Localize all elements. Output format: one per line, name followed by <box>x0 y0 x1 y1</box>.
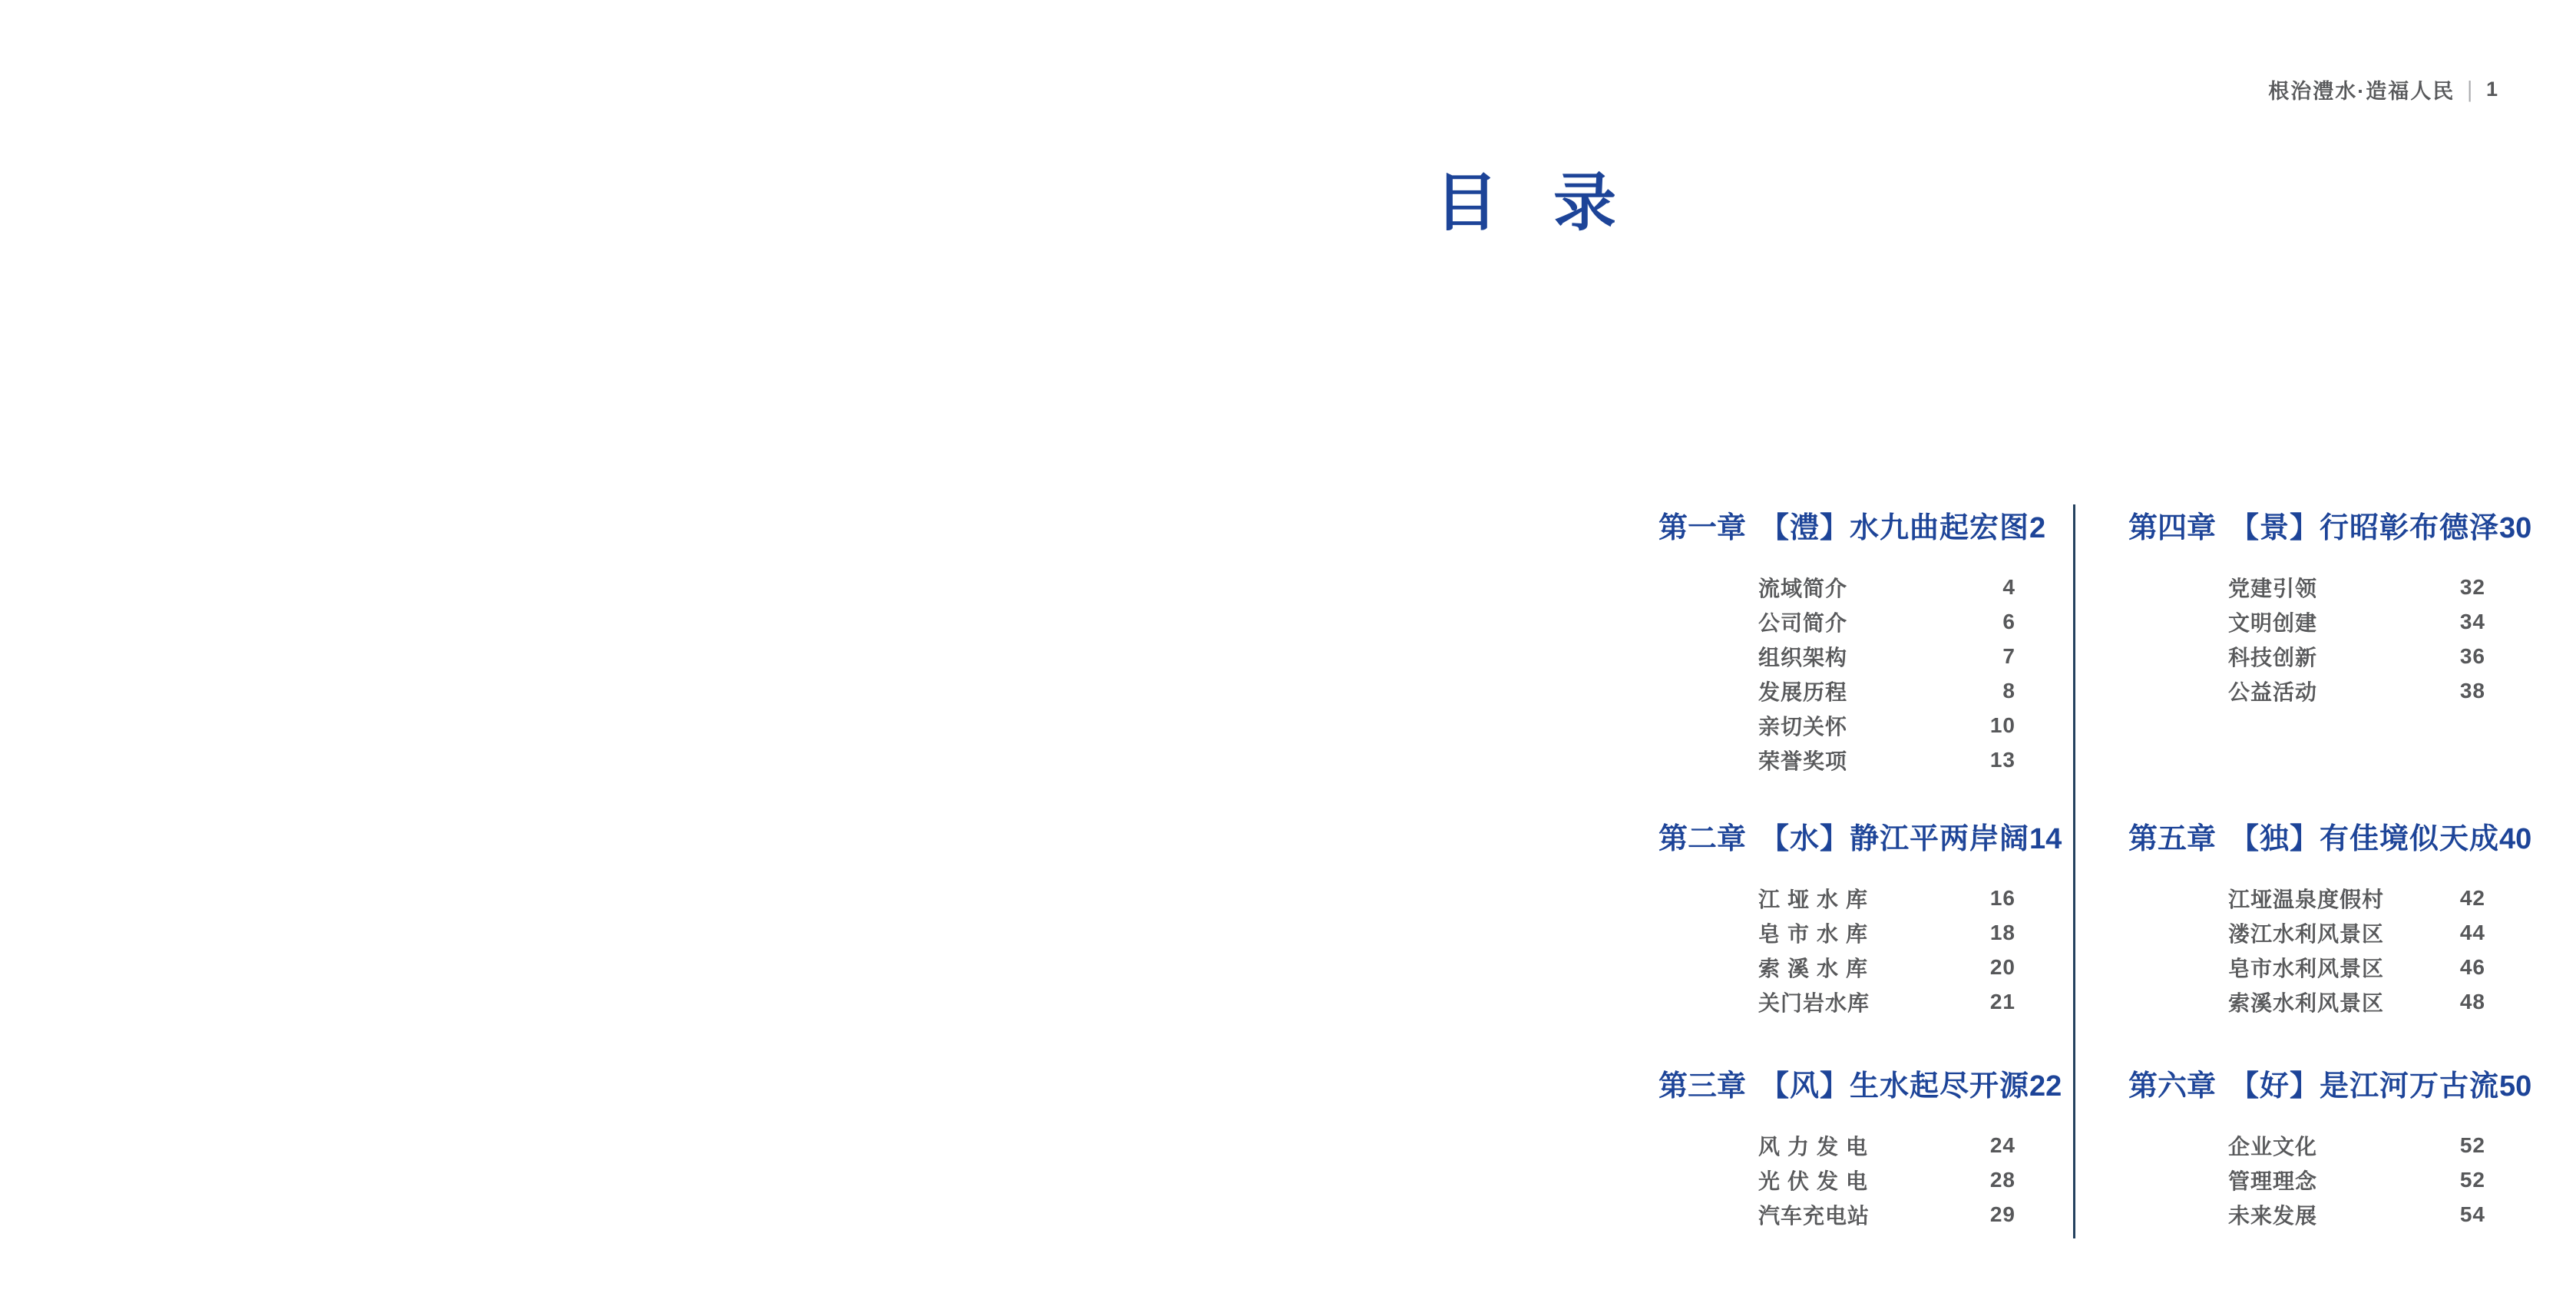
toc-item-label: 溇江水利风景区 <box>2228 921 2385 946</box>
toc-item-page-number: 44 <box>2459 920 2485 944</box>
chapter-heading <box>2128 1070 2532 1103</box>
column-divider-line <box>2073 504 2075 1238</box>
chapter-page-number: 14 <box>2029 823 2062 855</box>
toc-item <box>1758 742 2015 777</box>
toc-item-label: 江垭水库 <box>1758 887 1867 911</box>
chapter-block <box>1658 822 2062 1019</box>
toc-item-label: 公益活动 <box>2228 679 2318 704</box>
chapter-label: 第六章 <box>2128 1070 2217 1103</box>
chapter-page-number: 2 <box>2029 512 2046 544</box>
toc-item <box>1758 604 2015 639</box>
toc-item-page-number: 38 <box>2459 678 2485 703</box>
running-header <box>2268 74 2499 104</box>
toc-item-label: 组织架构 <box>1758 645 1848 670</box>
chapter-item-list <box>1758 881 2015 1019</box>
chapter-page-number: 50 <box>2499 1070 2532 1103</box>
toc-item <box>2228 984 2485 1019</box>
chapter-heading <box>1658 822 2062 856</box>
toc-column-left <box>1658 503 2062 1271</box>
toc-item-page-number: 20 <box>1989 954 2015 979</box>
toc-item-page-number: 7 <box>2002 643 2015 668</box>
toc-item <box>2228 673 2485 708</box>
toc-item-label: 索溪水库 <box>1758 956 1867 980</box>
toc-item-page-number: 32 <box>2459 574 2485 599</box>
chapter-block <box>2128 511 2532 708</box>
toc-item-label: 索溪水利风景区 <box>2228 990 2385 1015</box>
toc-item-label: 亲切关怀 <box>1758 714 1848 739</box>
toc-item-label: 荣誉奖项 <box>1758 749 1848 773</box>
toc-item-page-number: 4 <box>2002 574 2015 599</box>
chapter-label: 第二章 <box>1658 823 1747 855</box>
toc-item-page-number: 34 <box>2459 609 2485 633</box>
chapter-block <box>1658 511 2046 777</box>
toc-item-label: 皂市水库 <box>1758 921 1867 946</box>
toc-item-page-number: 28 <box>1989 1167 2015 1192</box>
toc-item-page-number: 48 <box>2459 989 2485 1013</box>
chapter-block <box>2128 1070 2532 1232</box>
toc-item-page-number: 42 <box>2459 885 2485 910</box>
chapter-item-list <box>2228 570 2485 708</box>
toc-item-label: 关门岩水库 <box>1758 990 1870 1015</box>
toc-item-label: 流域简介 <box>1758 576 1848 600</box>
chapter-page-number: 40 <box>2499 823 2532 855</box>
toc-item <box>2228 950 2485 984</box>
chapter-heading <box>1658 511 2046 545</box>
chapter-title: 【水】静江平两岸阔 <box>1760 823 2030 855</box>
toc-item-label: 皂市水利风景区 <box>2228 956 2385 980</box>
toc-item <box>2228 1128 2485 1162</box>
toc-item-label: 江垭温泉度假村 <box>2228 887 2385 911</box>
chapter-label: 第一章 <box>1658 512 1747 544</box>
toc-item <box>2228 881 2485 915</box>
chapter-item-list <box>2228 1128 2485 1232</box>
chapter-label: 第四章 <box>2128 512 2217 544</box>
chapter-label: 第三章 <box>1658 1070 1747 1103</box>
chapter-title: 【澧】水九曲起宏图 <box>1760 512 2030 544</box>
toc-item <box>2228 604 2485 639</box>
chapter-item-list <box>2228 881 2485 1019</box>
chapter-label: 第五章 <box>2128 823 2217 855</box>
toc-item-page-number: 36 <box>2459 643 2485 668</box>
toc-item <box>1758 950 2015 984</box>
toc-item <box>1758 1162 2015 1197</box>
chapter-heading <box>2128 511 2532 545</box>
toc-item <box>2228 1162 2485 1197</box>
toc-item-page-number: 52 <box>2459 1132 2485 1157</box>
chapter-heading <box>1658 1070 2062 1103</box>
chapter-block <box>2128 822 2532 1019</box>
toc-item <box>1758 984 2015 1019</box>
toc-item <box>1758 881 2015 915</box>
toc-item-page-number: 54 <box>2459 1202 2485 1226</box>
header-separator: | <box>2467 75 2474 103</box>
chapter-item-list <box>1758 570 2015 777</box>
toc-item-page-number: 18 <box>1989 920 2015 944</box>
toc-item-page-number: 13 <box>1989 747 2015 772</box>
toc-item-page-number: 10 <box>1989 713 2015 737</box>
toc-item-label: 管理理念 <box>2228 1169 2318 1193</box>
toc-item-page-number: 6 <box>2002 609 2015 633</box>
toc-item-label: 汽车充电站 <box>1758 1203 1870 1228</box>
toc-item-label: 公司简介 <box>1758 610 1848 635</box>
toc-item <box>1758 673 2015 708</box>
toc-item <box>2228 570 2485 604</box>
header-slogan: 根治澧水·造福人民 <box>2268 80 2455 103</box>
toc-item-page-number: 29 <box>1989 1202 2015 1226</box>
toc-column-right <box>2128 503 2532 1271</box>
toc-item <box>2228 915 2485 950</box>
toc-item <box>1758 570 2015 604</box>
toc-item-label: 文明创建 <box>2228 610 2318 635</box>
toc-item-label: 企业文化 <box>2228 1134 2318 1159</box>
toc-item <box>1758 1197 2015 1232</box>
toc-item-label: 未来发展 <box>2228 1203 2318 1228</box>
toc-item <box>1758 639 2015 673</box>
toc-item-page-number: 8 <box>2002 678 2015 703</box>
chapter-title: 【好】是江河万古流 <box>2230 1070 2500 1103</box>
page-title <box>1435 168 1617 238</box>
toc-item-label: 风力发电 <box>1758 1134 1867 1159</box>
toc-item-page-number: 46 <box>2459 954 2485 979</box>
toc-item <box>2228 1197 2485 1232</box>
toc-item-page-number: 52 <box>2459 1167 2485 1192</box>
chapter-page-number: 30 <box>2499 512 2532 544</box>
chapter-title: 【风】生水起尽开源 <box>1760 1070 2030 1103</box>
chapter-title: 【景】行昭彰布德泽 <box>2230 512 2500 544</box>
toc-item <box>1758 708 2015 742</box>
toc-item-label: 党建引领 <box>2228 576 2318 600</box>
chapter-title: 【独】有佳境似天成 <box>2230 823 2500 855</box>
toc-item-label: 科技创新 <box>2228 645 2318 670</box>
chapter-block <box>1658 1070 2062 1232</box>
header-page-number: 1 <box>2485 78 2499 101</box>
toc-item <box>1758 915 2015 950</box>
toc-item-label: 发展历程 <box>1758 679 1848 704</box>
chapter-page-number: 22 <box>2029 1070 2062 1103</box>
toc-item <box>1758 1128 2015 1162</box>
toc-item-label: 光伏发电 <box>1758 1169 1867 1193</box>
toc-item <box>2228 639 2485 673</box>
toc-item-page-number: 24 <box>1989 1132 2015 1157</box>
page-title-char-right: 录 <box>1553 168 1617 238</box>
chapter-heading <box>2128 822 2532 856</box>
toc-item-page-number: 21 <box>1989 989 2015 1013</box>
chapter-item-list <box>1758 1128 2015 1232</box>
page-title-char-left: 目 <box>1435 168 1499 238</box>
toc-item-page-number: 16 <box>1989 885 2015 910</box>
